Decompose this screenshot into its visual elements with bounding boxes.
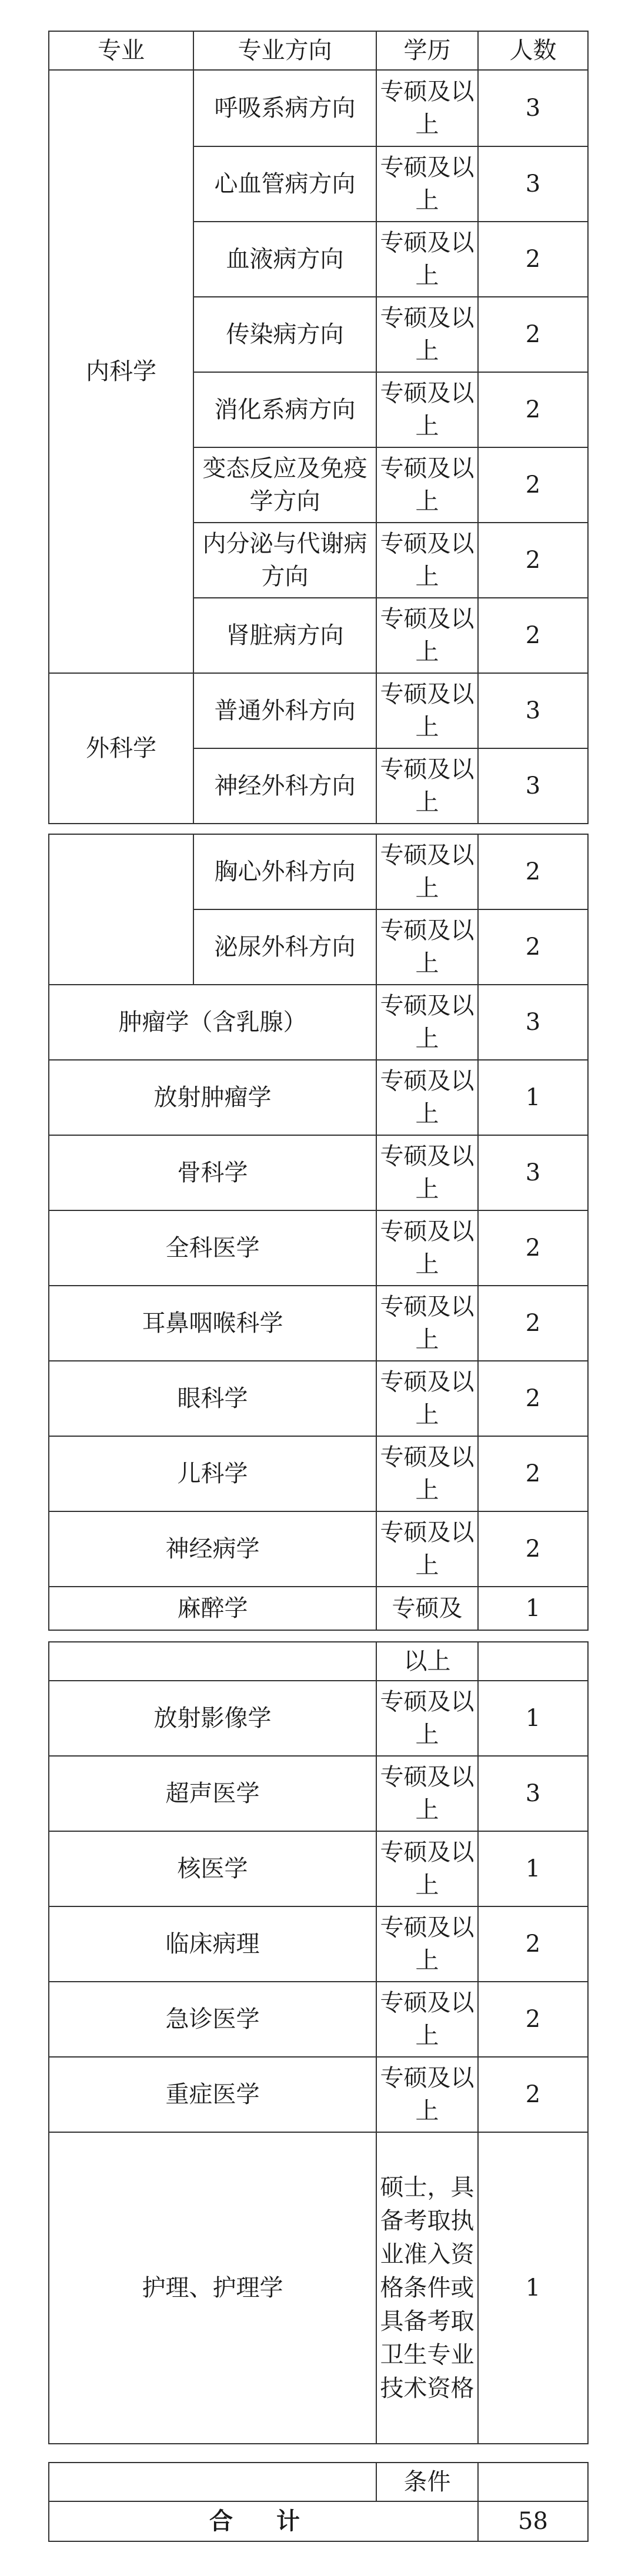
direction-cell: 肾脏病方向 xyxy=(193,598,376,673)
header-count: 人数 xyxy=(478,31,588,70)
major-cell: 临床病理 xyxy=(49,1906,376,1982)
education-cell: 专硕及以上 xyxy=(376,1756,478,1831)
education-note-continued: 条件 xyxy=(376,2463,478,2501)
count-cell: 1 xyxy=(478,1681,588,1756)
major-cell-continued xyxy=(49,1642,376,1681)
count-cell: 2 xyxy=(478,523,588,598)
education-cell: 专硕及以上 xyxy=(376,909,478,985)
table-row xyxy=(49,1642,588,1681)
direction-cell: 呼吸系病方向 xyxy=(193,70,376,146)
education-cell: 专硕及以上 xyxy=(376,1511,478,1587)
table-row xyxy=(49,2132,588,2444)
education-cell: 专硕及以上 xyxy=(376,834,478,909)
major-cell: 护理、护理学 xyxy=(49,2132,376,2444)
major-cell-continued xyxy=(49,2463,376,2501)
education-cell: 专硕及以上 xyxy=(376,372,478,447)
header-row xyxy=(49,31,588,70)
table-row xyxy=(49,1135,588,1210)
education-cell: 专硕及以上 xyxy=(376,985,478,1060)
direction-cell: 传染病方向 xyxy=(193,297,376,372)
education-cell-partial: 专硕及 xyxy=(376,1587,478,1630)
education-requirement-note: 硕士，具备考取执业准入资格条件或具备考取卫生专业技术资格 xyxy=(376,2132,478,2444)
education-cell: 专硕及以上 xyxy=(376,1436,478,1511)
direction-cell: 泌尿外科方向 xyxy=(193,909,376,985)
count-cell: 2 xyxy=(478,1210,588,1286)
table-row xyxy=(49,1210,588,1286)
education-cell: 专硕及以上 xyxy=(376,523,478,598)
count-cell: 1 xyxy=(478,1060,588,1135)
total-count: 58 xyxy=(478,2501,588,2541)
education-cell: 专硕及以上 xyxy=(376,222,478,297)
header-education: 学历 xyxy=(376,31,478,70)
count-cell: 1 xyxy=(478,1831,588,1906)
major-cell: 耳鼻咽喉科学 xyxy=(49,1286,376,1361)
education-cell: 专硕及以上 xyxy=(376,1286,478,1361)
major-cell: 骨科学 xyxy=(49,1135,376,1210)
education-cell: 专硕及以上 xyxy=(376,598,478,673)
count-cell: 2 xyxy=(478,297,588,372)
education-cell: 专硕及以上 xyxy=(376,447,478,523)
major-cell: 重症医学 xyxy=(49,2057,376,2132)
count-cell: 1 xyxy=(478,2132,588,2444)
major-cell: 儿科学 xyxy=(49,1436,376,1511)
table-row xyxy=(49,1511,588,1587)
education-cell: 专硕及以上 xyxy=(376,1982,478,2057)
recruitment-table-part-2 xyxy=(48,834,589,1631)
education-cell: 专硕及以上 xyxy=(376,2057,478,2132)
count-cell: 2 xyxy=(478,834,588,909)
count-cell: 2 xyxy=(478,1361,588,1436)
education-cell: 专硕及以上 xyxy=(376,1906,478,1982)
table-row xyxy=(49,1587,588,1630)
count-cell: 2 xyxy=(478,598,588,673)
total-label: 合 计 xyxy=(49,2501,478,2541)
education-cell: 专硕及以上 xyxy=(376,1060,478,1135)
education-cell: 专硕及以上 xyxy=(376,748,478,824)
major-cell: 全科医学 xyxy=(49,1210,376,1286)
education-cell: 专硕及以上 xyxy=(376,70,478,146)
count-cell: 3 xyxy=(478,985,588,1060)
education-cell: 专硕及以上 xyxy=(376,1361,478,1436)
count-cell: 2 xyxy=(478,447,588,523)
education-cell-continued: 以上 xyxy=(376,1642,478,1681)
table-row xyxy=(49,1286,588,1361)
count-cell: 3 xyxy=(478,1135,588,1210)
major-cell: 神经病学 xyxy=(49,1511,376,1587)
count-cell: 2 xyxy=(478,1982,588,2057)
count-cell-continued xyxy=(478,2463,588,2501)
count-cell: 2 xyxy=(478,1906,588,1982)
recruitment-table-part-4 xyxy=(48,2462,589,2542)
header-direction: 专业方向 xyxy=(193,31,376,70)
table-row xyxy=(49,1060,588,1135)
education-cell: 专硕及以上 xyxy=(376,673,478,748)
count-cell: 1 xyxy=(478,1587,588,1630)
direction-cell: 消化系病方向 xyxy=(193,372,376,447)
major-cell: 急诊医学 xyxy=(49,1982,376,2057)
education-cell: 专硕及以上 xyxy=(376,1210,478,1286)
table-row xyxy=(49,70,588,146)
table-row xyxy=(49,1906,588,1982)
major-cell: 麻醉学 xyxy=(49,1587,376,1630)
table-row xyxy=(49,834,588,909)
count-cell: 2 xyxy=(478,2057,588,2132)
count-cell: 2 xyxy=(478,1511,588,1587)
major-cell: 眼科学 xyxy=(49,1361,376,1436)
count-cell: 2 xyxy=(478,909,588,985)
major-internal-medicine: 内科学 xyxy=(49,70,193,673)
education-cell: 专硕及以上 xyxy=(376,1681,478,1756)
table-row xyxy=(49,1982,588,2057)
direction-cell: 普通外科方向 xyxy=(193,673,376,748)
table-row xyxy=(49,1831,588,1906)
direction-cell: 神经外科方向 xyxy=(193,748,376,824)
table-row xyxy=(49,985,588,1060)
direction-cell: 血液病方向 xyxy=(193,222,376,297)
count-cell: 3 xyxy=(478,1756,588,1831)
header-major: 专业 xyxy=(49,31,193,70)
direction-cell: 内分泌与代谢病方向 xyxy=(193,523,376,598)
direction-cell: 变态反应及免疫学方向 xyxy=(193,447,376,523)
count-cell: 3 xyxy=(478,748,588,824)
count-cell: 2 xyxy=(478,1286,588,1361)
table-row xyxy=(49,1681,588,1756)
table-row xyxy=(49,673,588,748)
direction-cell: 胸心外科方向 xyxy=(193,834,376,909)
major-cell: 核医学 xyxy=(49,1831,376,1906)
education-cell: 专硕及以上 xyxy=(376,297,478,372)
major-cell: 肿瘤学（含乳腺） xyxy=(49,985,376,1060)
count-cell: 2 xyxy=(478,372,588,447)
education-cell: 专硕及以上 xyxy=(376,1135,478,1210)
major-cell: 放射肿瘤学 xyxy=(49,1060,376,1135)
education-cell: 专硕及以上 xyxy=(376,146,478,222)
count-cell: 2 xyxy=(478,1436,588,1511)
direction-cell: 心血管病方向 xyxy=(193,146,376,222)
recruitment-table-part-3 xyxy=(48,1641,589,2444)
count-cell: 2 xyxy=(478,222,588,297)
major-cell: 放射影像学 xyxy=(49,1681,376,1756)
major-surgery: 外科学 xyxy=(49,673,193,824)
education-cell: 专硕及以上 xyxy=(376,1831,478,1906)
total-row xyxy=(49,2501,588,2541)
major-cell: 超声医学 xyxy=(49,1756,376,1831)
count-cell: 3 xyxy=(478,673,588,748)
count-cell: 3 xyxy=(478,146,588,222)
count-cell-continued xyxy=(478,1642,588,1681)
table-row xyxy=(49,1361,588,1436)
table-row xyxy=(49,2463,588,2501)
recruitment-table-part-1 xyxy=(48,31,589,824)
count-cell: 3 xyxy=(478,70,588,146)
table-row xyxy=(49,1756,588,1831)
table-row xyxy=(49,1436,588,1511)
major-surgery-continued xyxy=(49,834,193,985)
table-row xyxy=(49,2057,588,2132)
